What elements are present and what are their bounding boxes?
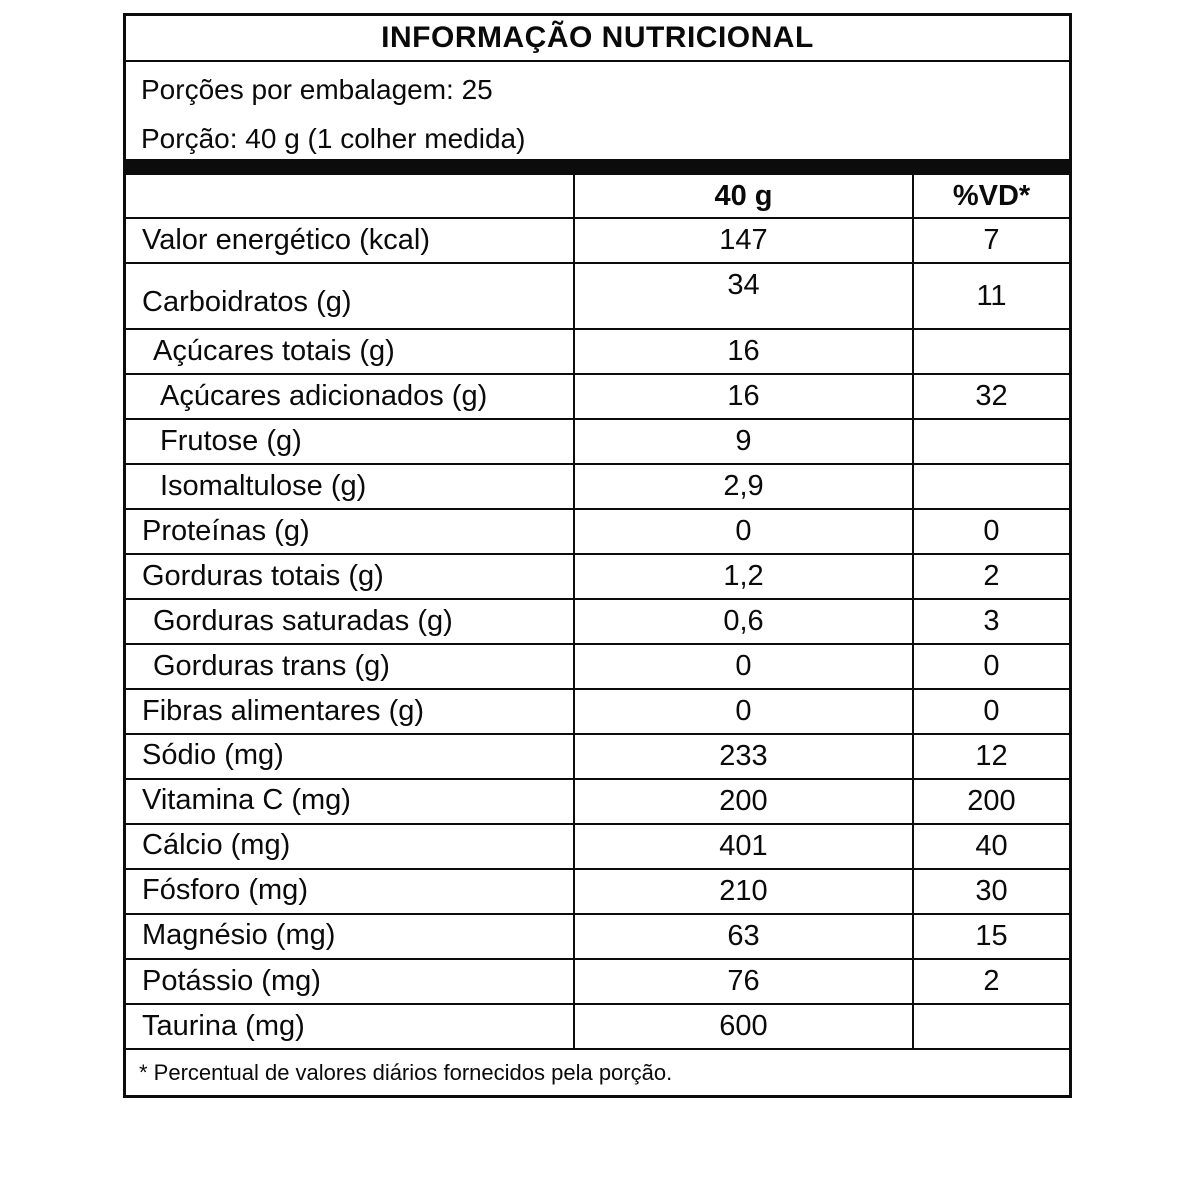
header-nutrient-column [126, 175, 574, 218]
serving-size: Porção: 40 g (1 colher medida) [141, 123, 526, 154]
dv-value [913, 329, 1069, 374]
nutrient-label: Sódio (mg) [126, 734, 574, 779]
table-row [126, 869, 1069, 914]
table-row [126, 329, 1069, 374]
amount-value: 0 [574, 509, 913, 554]
dv-value: 0 [913, 509, 1069, 554]
dv-value [913, 464, 1069, 509]
footnote-row [126, 1049, 1069, 1095]
table-row [126, 824, 1069, 869]
dv-value: 40 [913, 824, 1069, 869]
servings-per-package: Porções por embalagem: 25 [141, 74, 493, 105]
nutrition-table-footer [126, 1049, 1069, 1095]
amount-value: 16 [574, 374, 913, 419]
amount-value: 76 [574, 959, 913, 1004]
table-row [126, 779, 1069, 824]
table-row [126, 734, 1069, 779]
dv-value: 2 [913, 554, 1069, 599]
amount-value: 0,6 [574, 599, 913, 644]
amount-value: 401 [574, 824, 913, 869]
nutrient-label: Gorduras trans (g) [126, 644, 574, 689]
nutrient-label: Gorduras saturadas (g) [126, 599, 574, 644]
separator-bar [126, 159, 1069, 175]
nutrient-label: Valor energético (kcal) [126, 218, 574, 263]
amount-value: 233 [574, 734, 913, 779]
dv-value: 3 [913, 599, 1069, 644]
nutrition-table-body [126, 218, 1069, 1049]
dv-value [913, 419, 1069, 464]
dv-value: 0 [913, 689, 1069, 734]
nutrient-label: Fibras alimentares (g) [126, 689, 574, 734]
dv-value [913, 1004, 1069, 1049]
table-row [126, 599, 1069, 644]
table-row [126, 644, 1069, 689]
nutrient-label: Taurina (mg) [126, 1004, 574, 1049]
nutrient-label: Potássio (mg) [126, 959, 574, 1004]
nutrient-label: Gorduras totais (g) [126, 554, 574, 599]
nutrient-label: Frutose (g) [126, 419, 574, 464]
nutrition-table [126, 175, 1069, 1095]
amount-value: 200 [574, 779, 913, 824]
table-row [126, 1004, 1069, 1049]
nutrient-label: Fósforo (mg) [126, 869, 574, 914]
amount-value: 0 [574, 689, 913, 734]
serving-info-box [126, 62, 1069, 159]
dv-value: 30 [913, 869, 1069, 914]
dv-value: 12 [913, 734, 1069, 779]
table-row [126, 419, 1069, 464]
nutrition-label-title: INFORMAÇÃO NUTRICIONAL [126, 16, 1069, 62]
amount-value: 0 [574, 644, 913, 689]
table-row [126, 554, 1069, 599]
amount-value: 147 [574, 218, 913, 263]
amount-value: 2,9 [574, 464, 913, 509]
table-row [126, 914, 1069, 959]
dv-value: 2 [913, 959, 1069, 1004]
nutrient-label: Cálcio (mg) [126, 824, 574, 869]
nutrient-label: Isomaltulose (g) [126, 464, 574, 509]
nutrient-label: Açúcares adicionados (g) [126, 374, 574, 419]
amount-value: 34 [574, 263, 913, 329]
dv-value: 32 [913, 374, 1069, 419]
amount-value: 210 [574, 869, 913, 914]
nutrient-label: Vitamina C (mg) [126, 779, 574, 824]
dv-value: 200 [913, 779, 1069, 824]
table-row [126, 263, 1069, 329]
header-row [126, 175, 1069, 218]
nutrition-table-header [126, 175, 1069, 218]
table-row [126, 218, 1069, 263]
dv-footnote: * Percentual de valores diários fornecidos pela porção. [126, 1049, 1069, 1095]
amount-value: 16 [574, 329, 913, 374]
nutrient-label: Açúcares totais (g) [126, 329, 574, 374]
table-row [126, 689, 1069, 734]
nutrient-label: Proteínas (g) [126, 509, 574, 554]
table-row [126, 464, 1069, 509]
amount-value: 600 [574, 1004, 913, 1049]
table-row [126, 509, 1069, 554]
header-dv-column: %VD* [913, 175, 1069, 218]
header-amount-column: 40 g [574, 175, 913, 218]
amount-value: 1,2 [574, 554, 913, 599]
dv-value: 15 [913, 914, 1069, 959]
nutrition-label [123, 13, 1072, 1098]
dv-value: 7 [913, 218, 1069, 263]
amount-value: 9 [574, 419, 913, 464]
table-row [126, 959, 1069, 1004]
amount-value: 63 [574, 914, 913, 959]
table-row [126, 374, 1069, 419]
nutrient-label: Carboidratos (g) [126, 263, 574, 329]
dv-value: 0 [913, 644, 1069, 689]
nutrient-label: Magnésio (mg) [126, 914, 574, 959]
dv-value: 11 [913, 263, 1069, 329]
